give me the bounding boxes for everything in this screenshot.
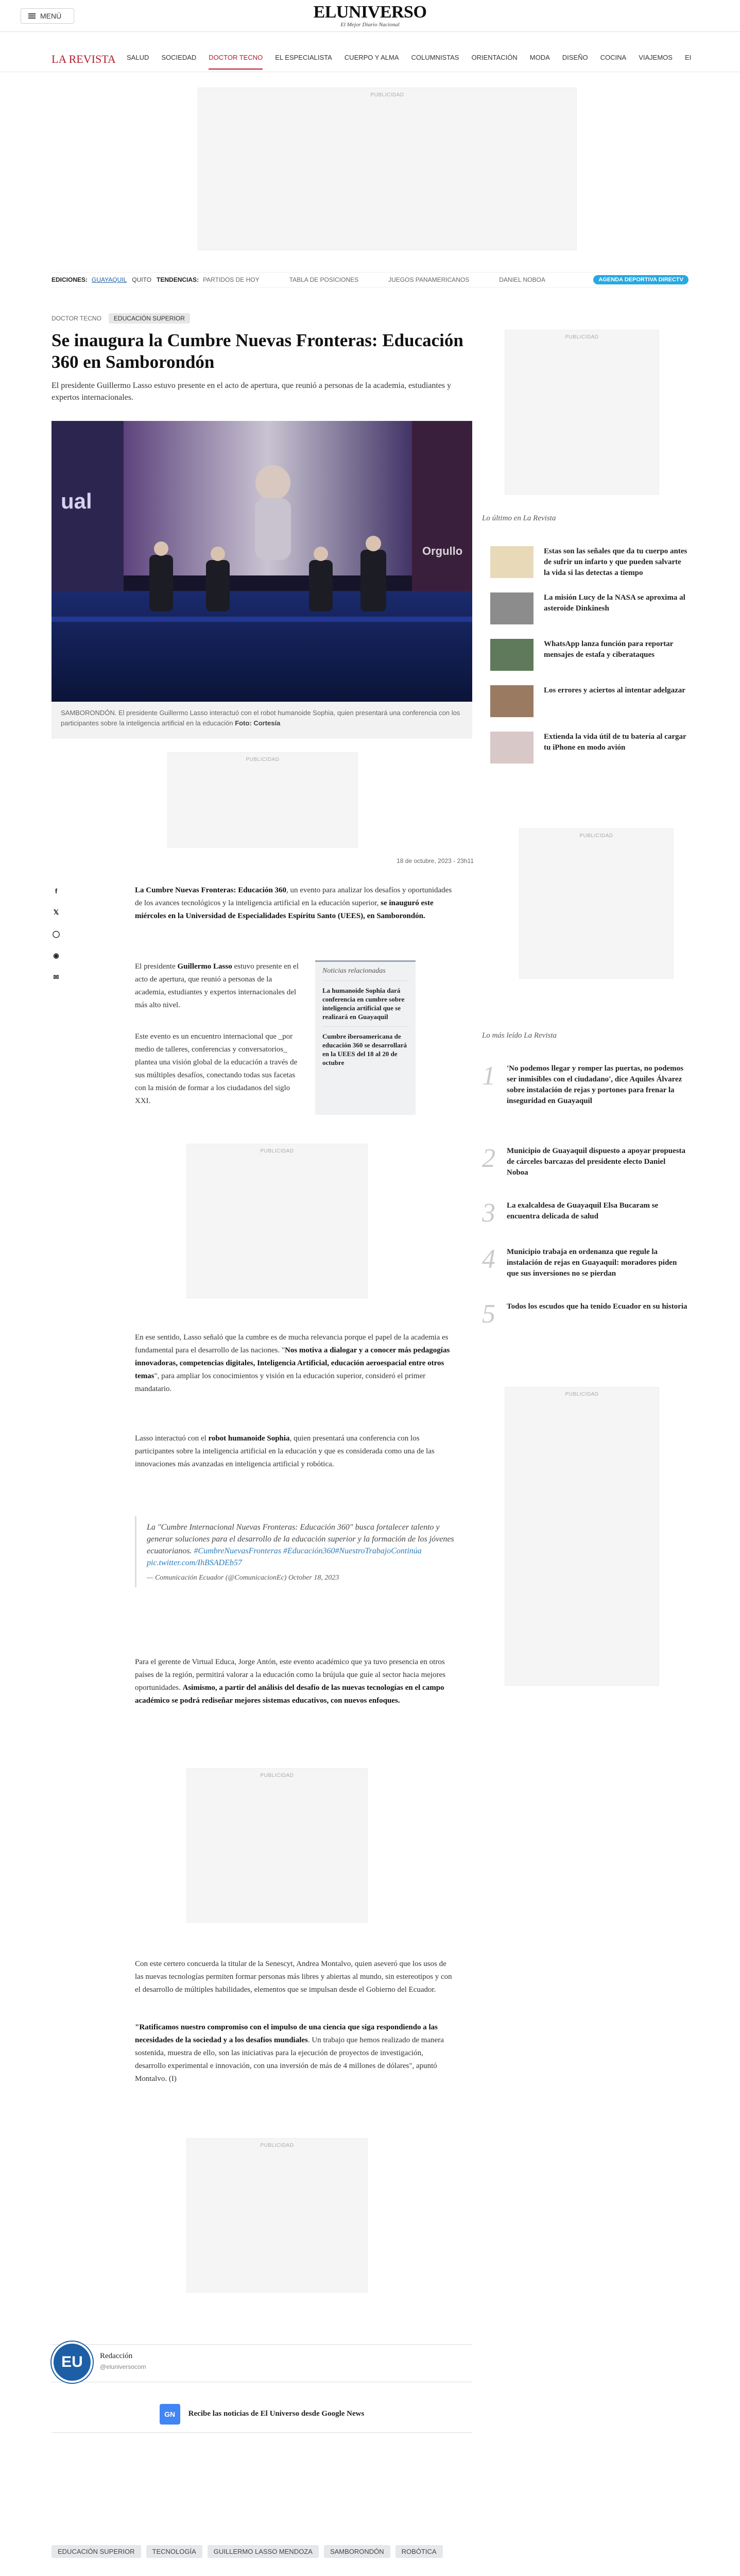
nav-item[interactable]: VIAJEMOS [639,54,673,61]
author-avatar[interactable]: EU [51,2342,93,2383]
svg-text:ual: ual [61,489,92,513]
ad-article-3[interactable] [186,1768,368,1923]
nav-item[interactable]: CUERPO Y ALMA [344,54,399,61]
p6-strong: Asimismo, a partir del análisis del desafío de las nuevas tecnologías en el campo académico se podrá rediseñar mejores sistemas educativos, con nuevos enfoques. [135,1684,444,1705]
latest-thumbnail[interactable] [490,685,534,717]
email-icon[interactable]: ✉ [53,973,59,981]
paragraph-1 [135,884,454,923]
logo-text: ELUNIVERSO [313,3,427,22]
trend-link[interactable]: JUEGOS PANAMERICANOS [388,276,470,283]
messenger-icon[interactable]: ◉ [53,952,59,959]
tweet-body: La "Cumbre Internacional Nuevas Fronteras: Educación 360" busca fortalecer talento y generar soluciones para el desarrollo de la educación superior y la formación de los jóvenes ecuatorianos. [147,1523,454,1555]
ad-article-1[interactable] [167,752,358,848]
p5-text-2: , quien presentará una conferencia con los participantes sobre la inteligencia artificial en la educación y que es considerada como una de las innovaciones más avanzadas en inteligencia artificial y robótica. [135,1434,435,1468]
trend-link[interactable]: PARTIDOS DE HOY [203,276,260,283]
latest-thumbnail[interactable] [490,546,534,578]
latest-item[interactable] [490,546,689,582]
article-lead: El presidente Guillermo Lasso estuvo presente en el acto de apertura, que reunió a personas de la academia, estudiantes y expertos internacionales. [51,381,452,402]
popular-rank: 2 [482,1144,495,1173]
latest-thumbnail[interactable] [490,639,534,671]
ad-sidebar-2[interactable] [519,828,674,979]
photo-caption [51,702,472,739]
p1-text: , un evento para analizar los desafíos y oportunidades de los avances tecnológicos y la inteligencia artificial en la educación superior, [135,886,452,907]
ad-sidebar-3[interactable] [505,1387,659,1686]
latest-title[interactable]: Extienda la vida útil de tu batería al cargar tu iPhone en modo avión [544,733,686,752]
paragraph-7: Con este certero concuerda la titular de la Senescyt, Andrea Montalvo, quien aseveró que los usos de las nuevas tecnologías permiten formar personas más libres y abiertas al mundo, sin estereotipos y con el desarrollo de múltiples habilidades, elementos que se impulsan desde el Gobierno del Ecuador. [135,1960,452,1994]
article-photo[interactable] [51,421,472,702]
article-date: 18 de octubre, 2023 - 23h11 [397,857,474,865]
nav-item[interactable]: DOCTOR TECNO [209,54,263,70]
p4-text: En ese sentido, Lasso señaló que la cumbre es de mucha relevancia porque el papel de la academia es fundamental para el desarrollo de las naciones. " [135,1333,449,1354]
google-news-text: Recibe las noticias de El Universo desde Google News [188,2410,365,2418]
ad-article-4[interactable] [186,2138,368,2293]
latest-title[interactable]: WhatsApp lanza función para reportar mensajes de estafa y ciberataques [544,640,674,659]
editions-label: EDICIONES: [51,276,88,283]
section-brand[interactable]: LA REVISTA [51,53,116,65]
nav-item[interactable]: ORIENTACIÓN [471,54,518,61]
popular-title[interactable]: La exalcaldesa de Guayaquil Elsa Bucaram se encuentra delicada de salud [507,1201,659,1221]
latest-item[interactable] [490,639,689,675]
latest-heading: Lo último en La Revista [482,514,556,522]
p2-text-2: estuvo presente en el acto de apertura, que reunió a personas de la academia, estudiantes y expertos internacionales del más alto nivel. [135,962,299,1009]
author-box [51,2344,472,2382]
google-news-icon: GN [160,2404,180,2425]
twitter-icon[interactable]: 𝕏 [53,908,59,916]
site-logo[interactable] [0,3,740,28]
p8-text: . Un trabajo que hemos realizado de manera sostenida, muestra de ello, son las iniciativas para la ejecución de proyectos de investigación, desarrollo experimental e innovación, con una inversión de más de 4 millones de dólares", apuntó Montalvo. (I) [135,2036,444,2083]
p8-strong: "Ratificamos nuestro compromiso con el impulso de una ciencia que siga respondiendo a las necesidades de la sociedad y a los desafíos mundiales [135,2023,438,2044]
p1-strong-2: se inauguró este miércoles en la Universidad de Especialidades Espíritu Santo (UEES), en Samborondón. [135,899,434,920]
popular-rank: 5 [482,1299,495,1329]
latest-title[interactable]: Los errores y aciertos al intentar adelgazar [544,686,685,694]
nav-item[interactable]: COCINA [600,54,627,61]
ad-sidebar-1[interactable] [505,330,659,495]
tweet-text [147,1521,454,1569]
top-bar [0,0,740,32]
related-item[interactable]: La humanoide Sophia dará conferencia en cumbre sobre inteligencia artificial que se realizará en Guayaquil [322,980,408,1026]
tag-chip[interactable]: SAMBORONDÓN [324,2545,390,2558]
tag-chip[interactable]: TECNOLOGÍA [146,2545,202,2558]
latest-item[interactable] [490,685,689,721]
embedded-tweet[interactable] [135,1516,454,1587]
p4-text-2: ", para ampliar los conocimientos y visión en la educación superior, consideró el primer mandatario. [135,1372,426,1393]
section-nav [0,44,740,72]
nav-item[interactable]: EI [684,54,692,61]
p4-strong: Nos motiva a dialogar y a conocer más pedagogías innovadoras, competencias digitales, Inteligencia Artificial, educación aeroespacial entre otros temas [135,1346,450,1380]
tag-chip[interactable]: GUILLERMO LASSO MENDOZA [208,2545,319,2558]
p2-strong: Guillermo Lasso [177,962,232,971]
author-name[interactable]: Redacción [100,2352,133,2360]
trend-link[interactable]: TABLA DE POSICIONES [289,276,359,283]
popular-rank: 1 [482,1061,495,1091]
trending-bar [51,272,689,287]
trends-label: TENDENCIAS: [157,276,199,283]
ad-label: PUBLICIDAD [260,2143,294,2148]
related-item[interactable]: Cumbre iberoamericana de educación 360 se desarrollará en la UEES del 18 al 20 de octubre [322,1026,408,1072]
edition-guayaquil[interactable]: GUAYAQUIL [92,276,127,283]
menu-label: MENÚ [40,12,62,20]
caption-credit: Cortesía [253,719,281,727]
ad-article-2[interactable] [186,1144,368,1298]
breadcrumb [51,313,190,324]
ad-label: PUBLICIDAD [260,1773,294,1778]
tag-chip[interactable]: ROBÓTICA [395,2545,443,2558]
p6-text: Para el gerente de Virtual Educa, Jorge Antón, este evento académico que ya tuvo presencia en otros países de la región, permitirá valorar a la educación como la brújula que guíe al sector hacia mejores oportunidades. [135,1658,446,1692]
p5-strong: robot humanoide Sophia [208,1434,290,1443]
latest-thumbnail[interactable] [490,732,534,764]
agenda-deportiva-badge[interactable]: AGENDA DEPORTIVA DIRECTV [593,275,689,284]
ad-label: PUBLICIDAD [565,1392,599,1397]
paragraph-3: Este evento es un encuentro internacional que _por medio de talleres, conferencias y conversatorios_ plantea una visión global de la educación a través de sus múltiples desafíos, conectando todas sus facetas con la misión de formar a los ciudadanos del siglo XXI. [135,1032,298,1105]
p1-strong: La Cumbre Nuevas Fronteras: Educación 360 [135,886,287,894]
author-handle[interactable]: @eluniversocom [100,2363,146,2370]
ad-label: PUBLICIDAD [246,757,280,762]
nav-item[interactable]: COLUMNISTAS [411,54,459,61]
paragraph-8 [135,2021,454,2086]
nav-item[interactable]: EL ESPECIALISTA [275,54,332,61]
caption-text: SAMBORONDÓN. El presidente Guillermo Lasso interactuó con el robot humanoide Sophia, quien presentará una conferencia con los participantes sobre la inteligencia artificial en la educación [61,709,460,727]
paragraph-4 [135,1331,454,1396]
popular-title[interactable]: Municipio trabaja en ordenanza que regule la instalación de rejas en Guayaquil: moradores piden que sus inversiones no se pierdan [507,1248,677,1278]
latest-item[interactable] [490,732,689,768]
share-bar [51,886,63,994]
nav-item[interactable]: MODA [529,54,550,61]
popular-title[interactable]: 'No podemos llegar y romper las puertas, no podemos ser inmisibles con el ciudadano', dice Aquiles Álvarez sobre instalación de rejas y portones para frenar la inseguridad en Guayaquil [507,1064,683,1105]
popular-title[interactable]: Municipio de Guayaquil dispuesto a apoyar propuesta de cárceles barcazas del presidente electo Daniel Noboa [507,1147,686,1177]
breadcrumb-topic[interactable]: EDUCACIÓN SUPERIOR [109,313,190,324]
latest-title[interactable]: Estas son las señales que da tu cuerpo antes de sufrir un infarto y que pueden salvarte la vida si las detectas a tiempo [544,547,687,577]
latest-thumbnail[interactable] [490,592,534,624]
popular-rank: 3 [482,1198,495,1228]
logo-tagline: El Mejor Diario Nacional [340,22,400,28]
p2-text: El presidente [135,962,178,971]
section-nav-list [127,54,703,70]
popular-rank: 4 [482,1245,495,1274]
stage-photo-illustration [51,421,472,702]
popular-title[interactable]: Todos los escudos que ha tenido Ecuador en su historia [507,1302,687,1311]
whatsapp-icon[interactable]: ◯ [52,930,60,938]
latest-title[interactable]: La misión Lucy de la NASA se aproxima al asteroide Dinkinesh [544,594,685,613]
ad-label: PUBLICIDAD [260,1148,294,1154]
paragraph-2 [135,960,305,1012]
trend-link[interactable]: DANIEL NOBOA [499,276,545,283]
article-title: Se inaugura la Cumbre Nuevas Fronteras: Educación 360 en Samborondón [51,330,463,372]
popular-heading: Lo más leído La Revista [482,1031,557,1040]
p5-text: Lasso interactuó con el [135,1434,209,1443]
tweet-attribution[interactable]: — Comunicación Ecuador (@ComunicacionEc) October 18, 2023 [147,1574,339,1582]
ad-label: PUBLICIDAD [579,833,613,839]
paragraph-5 [135,1432,454,1471]
nav-item[interactable]: SOCIEDAD [161,54,197,61]
ad-label: PUBLICIDAD [370,92,404,98]
edition-quito[interactable]: QUITO [132,276,152,283]
facebook-icon[interactable]: f [55,887,58,895]
breadcrumb-section[interactable]: DOCTOR TECNO [51,315,101,322]
related-news-box [315,960,416,1115]
tag-list [51,2545,472,2558]
nav-item[interactable]: SALUD [127,54,149,61]
ad-label: PUBLICIDAD [565,334,599,340]
paragraph-6 [135,1656,454,1707]
caption-credit-label: Foto: [235,719,252,727]
latest-item[interactable] [490,592,689,629]
related-heading: Noticias relacionadas [322,967,386,975]
nav-item[interactable]: DISEÑO [562,54,588,61]
tag-chip[interactable]: EDUCACIÓN SUPERIOR [51,2545,141,2558]
google-news-cta[interactable] [51,2396,472,2433]
tweet-links[interactable]: #CumbreNuevasFronteras #Educación360#NuestroTrabajoContinúa pic.twitter.com/IhBSADEb57 [147,1547,422,1567]
svg-text:Orgullo: Orgullo [422,545,463,557]
ad-top[interactable] [198,88,577,250]
